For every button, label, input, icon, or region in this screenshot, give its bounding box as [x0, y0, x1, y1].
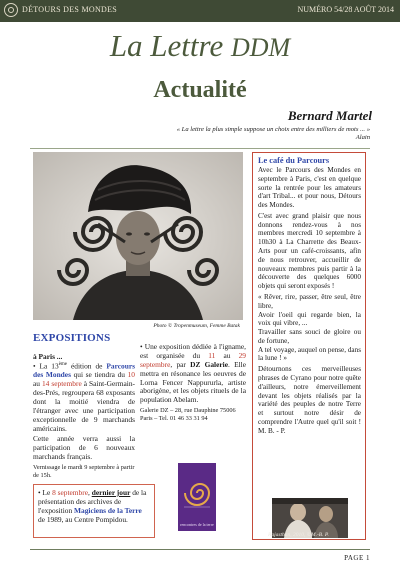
vernissage-note: Vernissage le mardi 9 septembre à partir de 15h. [33, 464, 135, 479]
gallery-address: Galerie DZ – 28, rue Dauphine 75006 Paris – Tel. 01 46 33 31 94 [140, 407, 236, 422]
expositions-heading: EXPOSITIONS [33, 332, 111, 344]
expositions-left-column [33, 352, 135, 479]
last-day-label: dernier jour [91, 488, 131, 497]
text-run: au [33, 379, 42, 389]
text-run: • La 13 [33, 361, 59, 371]
batak-woman-photo [33, 152, 243, 320]
expositions-mid-column [140, 343, 246, 423]
sidebar-verse: A tel voyage, auquel on pense, dans la lune ! » [258, 345, 361, 363]
text-run: au [215, 350, 239, 360]
sidebar-verse: « Rêver, rire, passer, être seul, être libre, [258, 292, 361, 310]
rajasthan-caption: Rajasthan, 2010, ©M.-B. P. [268, 532, 329, 538]
text-run: , par [170, 359, 191, 369]
photo-caption: Photo © Tropenmuseum, Femme Batak [153, 323, 240, 329]
poster-text: rencontres de la terre [180, 522, 214, 527]
sidebar-verse: Avoir l'oeil qui regarde bien, la voix qui vibre, ... [258, 310, 361, 328]
issue-number: NUMÉRO 54/28 AOÛT 2014 [297, 5, 394, 14]
title-ddm: DDM [230, 33, 291, 62]
event-name: Magiciens de la Terre [74, 506, 142, 516]
newsletter-title [0, 28, 400, 64]
event-name: Parcours des Mondes [33, 361, 135, 380]
notice-date: 8 septembre [52, 488, 88, 497]
location-label: à Paris ... [33, 352, 63, 361]
epigraph [110, 126, 370, 142]
text-run: à Saint-Germain-des-Prés, regroupera 68 exposants dont la moitié viendra de l'étranger avec une participation exceptionnelle de 9 marchands américains. [33, 379, 136, 433]
new-dealers-paragraph: Cette année verra aussi la participation de 6 nouveaux marchands français. [33, 434, 135, 462]
text-run: de la présentation des archives de l'exposition [38, 488, 147, 516]
date-start: 11 [208, 350, 216, 360]
sidebar-paragraph: Détournons ces merveilleuses phrases de Cyrano pour notre quête d'ailleurs, notre émerveillement devant les objets réalisés par la variété des peuples de notre Terre et surtout notre désir de comprendre l'Autre quel qu'il soit ! M. B. - P. [258, 365, 361, 435]
sidebar-verse: Travailler sans souci de gloire ou de fortune, [258, 328, 361, 345]
date-start: 10 [127, 370, 135, 380]
sidebar-paragraph: Avec le Parcours des Mondes en septembre à Paris, c'est en quelque sorte la rentrée pour les amateurs d'art Tribal... et pour nous, Détours des Mondes. [258, 166, 361, 210]
superscript: ème [58, 362, 68, 367]
text-run: • Une exposition dédiée à l'igname, est organisée du [140, 342, 246, 360]
footer-divider [30, 549, 370, 550]
sidebar-heading: Le café du Parcours [258, 156, 330, 165]
author-name: Bernard Martel [287, 108, 372, 123]
page-number: PAGE 1 [344, 554, 370, 562]
title-main: La Lettre [109, 28, 231, 63]
section-title: Actualité [153, 77, 247, 103]
igname-paragraph [140, 343, 246, 405]
magiciens-notice-box [33, 484, 155, 538]
text-run: • Le [38, 488, 53, 497]
header-divider [30, 148, 370, 149]
epigraph-text: « La lettre la plus simple suppose un choix entre des milliers de mots ... » [176, 126, 370, 133]
spiral-logo-icon [4, 3, 18, 17]
text-run: . Elle mettra en résonance les oeuvres de Lorna Fencer Nappururla, artiste aborigène, et les objets rituels de la population Abelam. [140, 359, 246, 405]
sidebar-paragraph: C'est avec grand plaisir que nous donnons rendez-vous à nos membres mercredi 10 septembre à 10h30 à La Charrette des Beaux-Arts pour un café-croissants, afin de nous retrouver, accueillir de nouveaux membres puis partir à la découverte des quelques 6000 objets qui seront exposés ! [258, 211, 361, 291]
text-run: de 1989, au Centre Pompidou. [38, 515, 128, 525]
exhibition-poster [178, 463, 216, 531]
text-run: , [88, 488, 92, 497]
epigraph-author: Alain [355, 134, 370, 142]
text-run: édition de [67, 361, 107, 371]
date-end: 14 septembre [41, 379, 82, 389]
parcours-paragraph [33, 362, 135, 433]
cafe-du-parcours-box [252, 152, 366, 540]
date-end: 29 septembre [140, 350, 246, 369]
gallery-name: DZ Galerie [190, 359, 229, 369]
brand-name: DÉTOURS DES MONDES [22, 5, 118, 14]
text-run: qui se tiendra du [70, 370, 128, 380]
